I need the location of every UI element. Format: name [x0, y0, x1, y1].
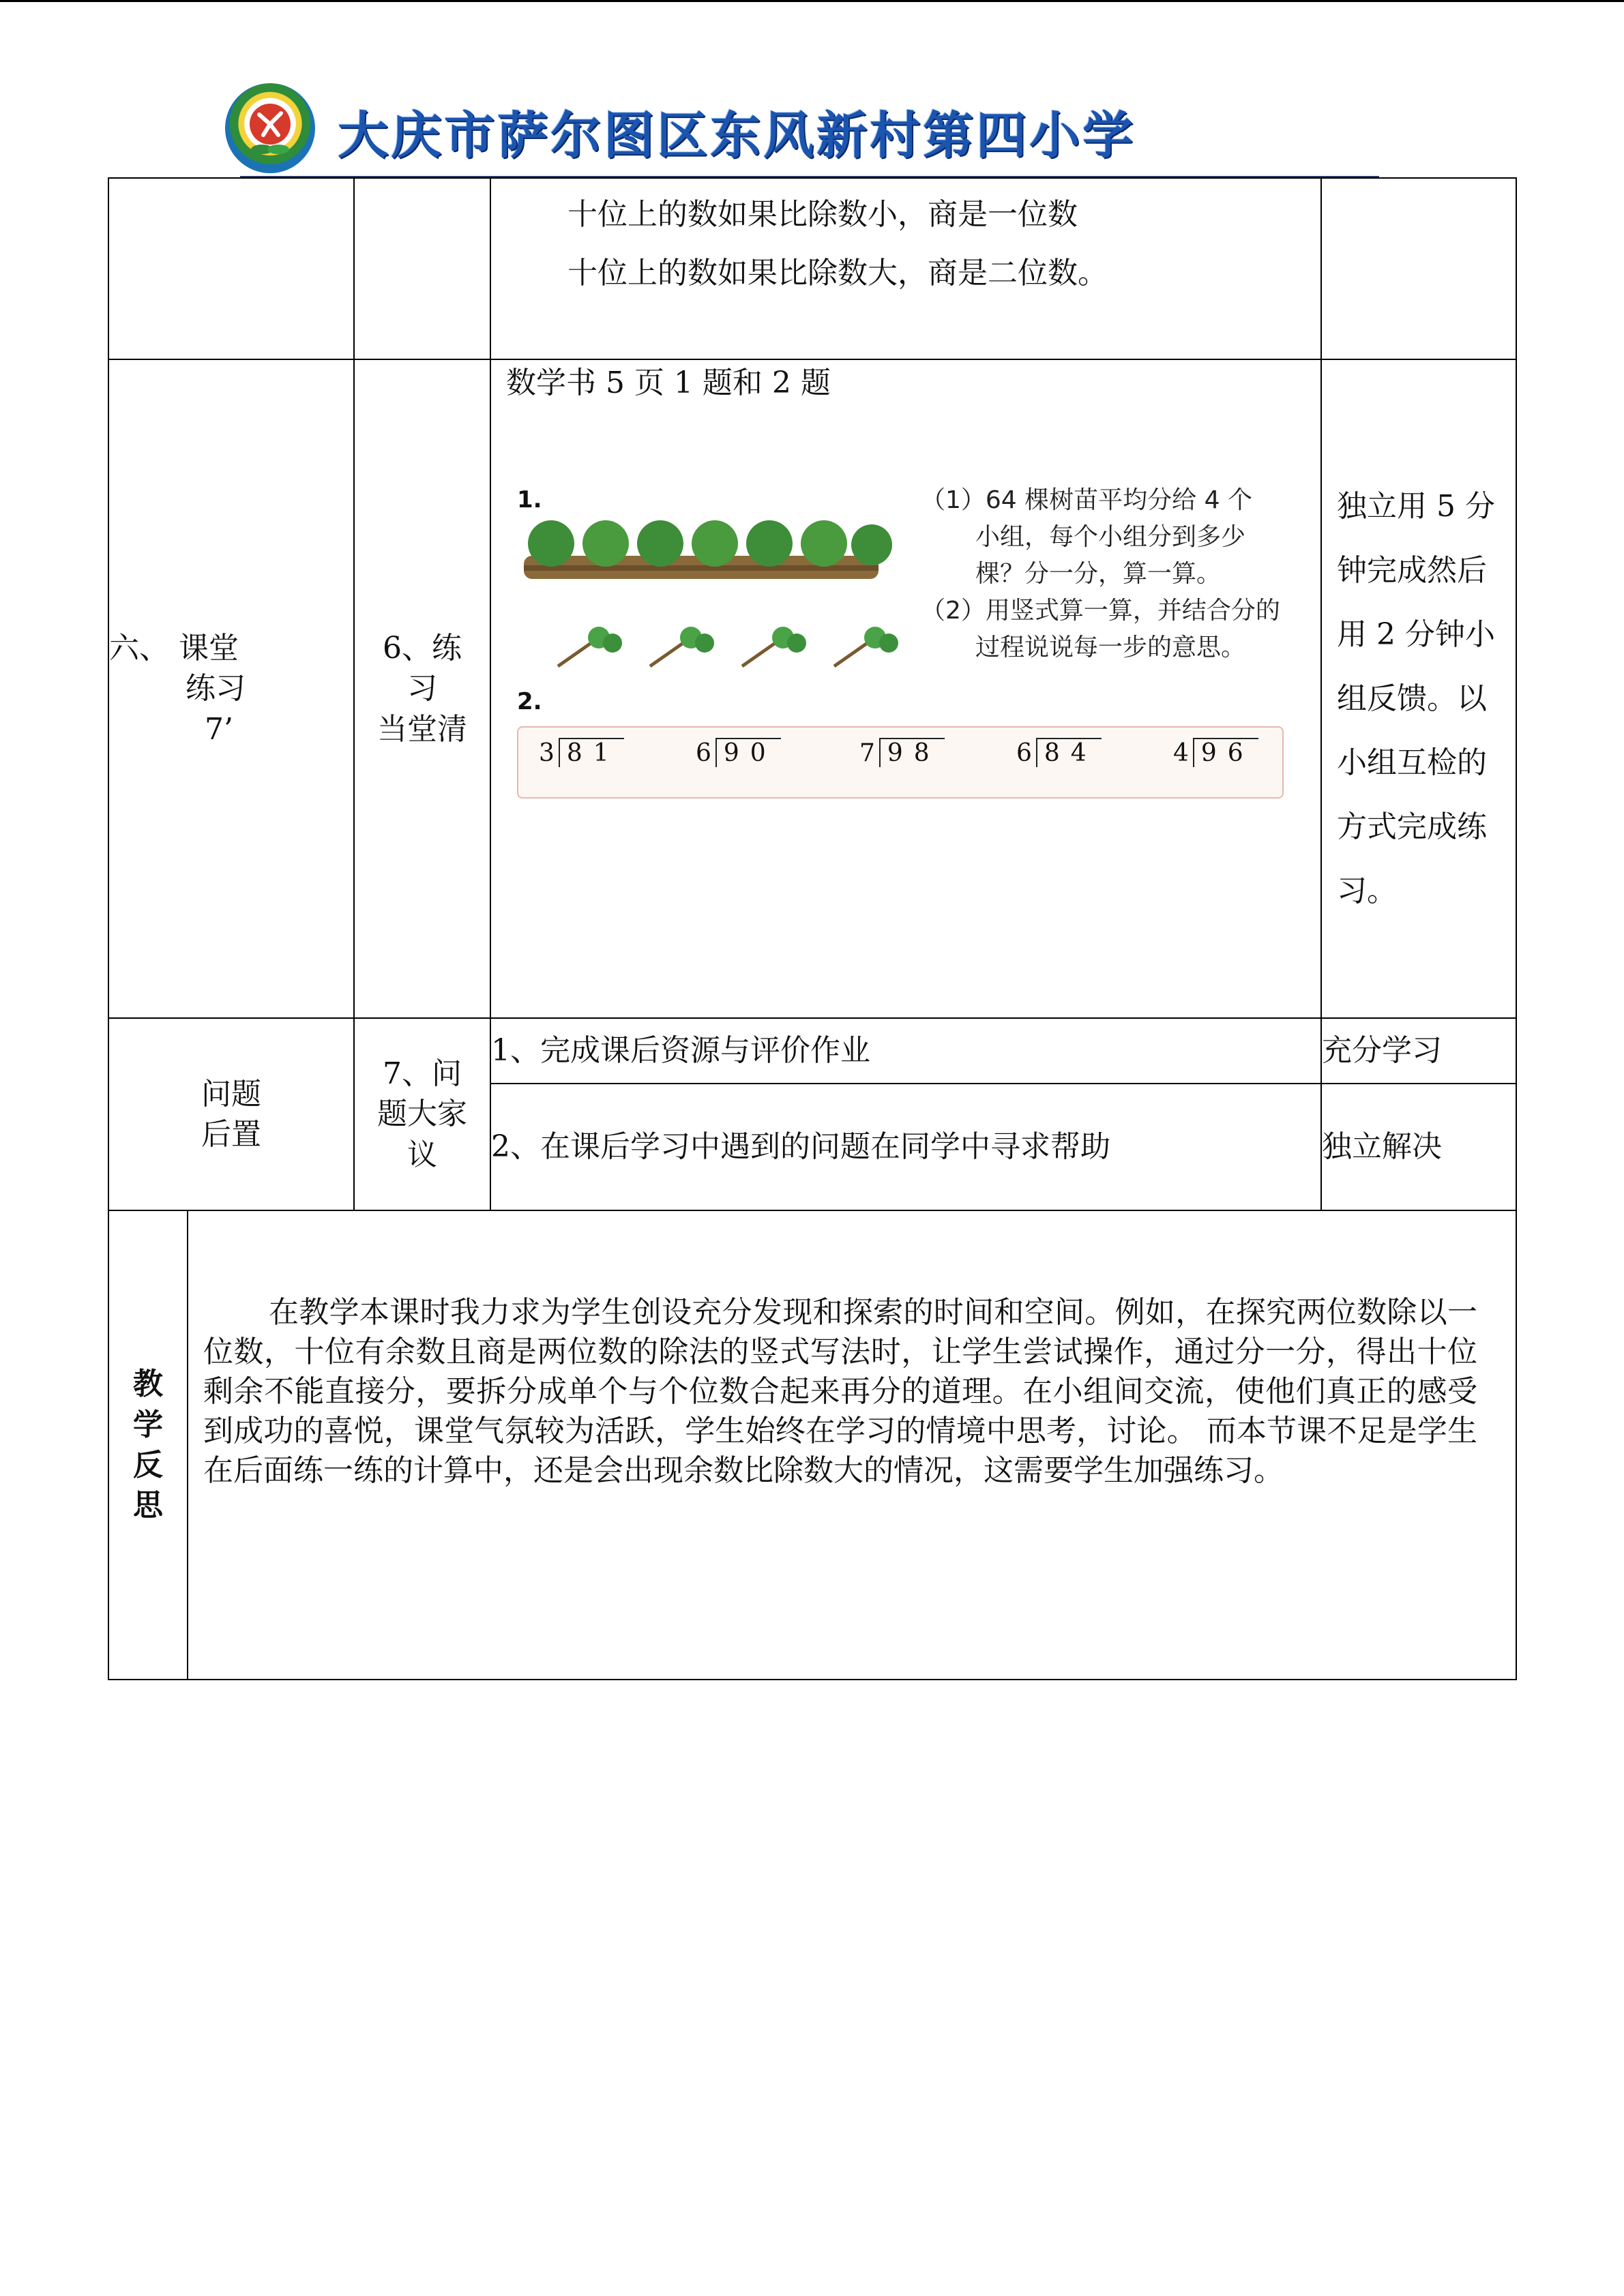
dividend: 98	[879, 738, 945, 767]
note-cell	[1321, 359, 1516, 1018]
stage-label-line: 7、问	[383, 1056, 462, 1091]
note-line: 方式完成练	[1337, 809, 1487, 844]
note-line: 独立用 5 分	[1337, 489, 1495, 524]
dividend: 84	[1036, 738, 1102, 767]
lesson-plan-table	[108, 177, 1517, 1680]
division-exercises-bar	[517, 726, 1284, 799]
reflection-heading-char: 教	[133, 1367, 163, 1402]
question-line: 过程说说每一步的意思。	[975, 633, 1246, 662]
divisor: 6	[696, 739, 711, 768]
question-text	[921, 482, 1280, 666]
page-header	[218, 75, 1391, 177]
stage-label-line: 6、练	[383, 630, 462, 666]
divisor: 6	[1016, 739, 1032, 768]
reflection-body-cell	[188, 1210, 1516, 1680]
table-row	[108, 1018, 1516, 1084]
table-row	[108, 359, 1516, 1018]
empty-note-cell	[1321, 178, 1516, 359]
section-label-line: 练习	[186, 671, 246, 706]
empty-stage-cell	[354, 178, 490, 359]
reflection-heading-cell	[108, 1210, 188, 1680]
table-row	[108, 178, 1516, 359]
section-label-line: 后置	[201, 1117, 261, 1152]
summary-line: 十位上的数如果比除数小，商是一位数	[567, 197, 1078, 232]
question-line: 小组，每个小组分到多少	[975, 523, 1246, 552]
stage-label-line: 题大家	[377, 1097, 467, 1132]
stage-label-cell	[354, 1018, 490, 1210]
question-number: 1.	[517, 486, 542, 514]
note-text: 独立解决	[1322, 1129, 1442, 1165]
section-label-cell	[108, 359, 354, 1018]
question-line: （1）64 棵树苗平均分给 4 个	[921, 486, 1252, 515]
empty-section-cell	[108, 178, 354, 359]
stage-label-line: 习	[407, 671, 437, 706]
saplings-illustration-icon	[524, 503, 906, 673]
stage-label-line: 议	[407, 1137, 437, 1172]
divisor: 7	[859, 739, 875, 768]
note-text: 充分学习	[1322, 1033, 1442, 1069]
homework-item: 2、在课后学习中遇到的问题在同学中寻求帮助	[491, 1129, 1110, 1165]
long-division-item	[696, 737, 781, 771]
question-line: （2）用竖式算一算，并结合分的	[921, 597, 1280, 625]
note-line: 习。	[1337, 874, 1397, 908]
summary-cell	[490, 178, 1321, 359]
reflection-text: 在教学本课时我力求为学生创设充分发现和探索的时间和空间。例如，在探究两位数除以一位数，十位有余数且商是两位数的除法的竖式写法时，让学生尝试操作，通过分一分，得出十位剩余不能直接分，要拆分成单个与个位数合起来再分的道理。在小组间交流，使他们真正的感受到成功的喜悦，课堂气氛较为活跃，学生始终在学习的情境中思考，讨论。 而本节课不足是学生在后面练一练的计算中，还是会出现余数比除数大的情况，这需要学生加强练习。	[203, 1295, 1477, 1488]
reflection-heading-char: 思	[133, 1488, 163, 1523]
dividend: 81	[559, 738, 624, 767]
long-division-item	[1173, 737, 1258, 771]
homework-item-cell	[490, 1084, 1321, 1210]
stage-label-cell	[354, 359, 490, 1018]
reflection-heading-char: 反	[133, 1448, 163, 1482]
reflection-heading-char: 学	[133, 1407, 163, 1442]
note-line: 组反馈。以	[1337, 681, 1487, 716]
note-line: 用 2 分钟小	[1337, 617, 1495, 652]
dividend: 90	[715, 738, 781, 767]
divisor: 3	[539, 739, 555, 768]
section-label-line: 六、 课堂	[109, 630, 239, 666]
exercise-title: 数学书 5 页 1 题和 2 题	[506, 366, 831, 400]
note-line: 小组互检的	[1337, 745, 1487, 780]
school-emblem-icon	[225, 83, 315, 173]
exercise-cell	[490, 359, 1321, 1018]
note-line: 钟完成然后	[1337, 553, 1487, 588]
divisor: 4	[1173, 739, 1189, 768]
table-row	[108, 1210, 1516, 1680]
question-line: 棵？分一分，算一算。	[975, 560, 1222, 588]
note-cell	[1321, 1018, 1516, 1084]
section-time: 7’	[205, 711, 233, 747]
homework-item: 1、完成课后资源与评价作业	[491, 1033, 870, 1069]
long-division-item	[1016, 737, 1102, 771]
question-number: 2.	[517, 688, 542, 716]
textbook-exercise-image	[517, 482, 1308, 837]
long-division-item	[859, 737, 945, 771]
dividend: 96	[1193, 738, 1258, 767]
summary-line: 十位上的数如果比除数大，商是二位数。	[567, 256, 1108, 290]
long-division-item	[539, 737, 624, 771]
note-cell	[1321, 1084, 1516, 1210]
section-label-cell	[108, 1018, 354, 1210]
section-label-line: 问题	[201, 1076, 261, 1112]
homework-item-cell	[490, 1018, 1321, 1084]
stage-label-line: 当堂清	[377, 711, 467, 747]
school-name: 大庆市萨尔图区东风新村第四小学	[338, 106, 1136, 165]
